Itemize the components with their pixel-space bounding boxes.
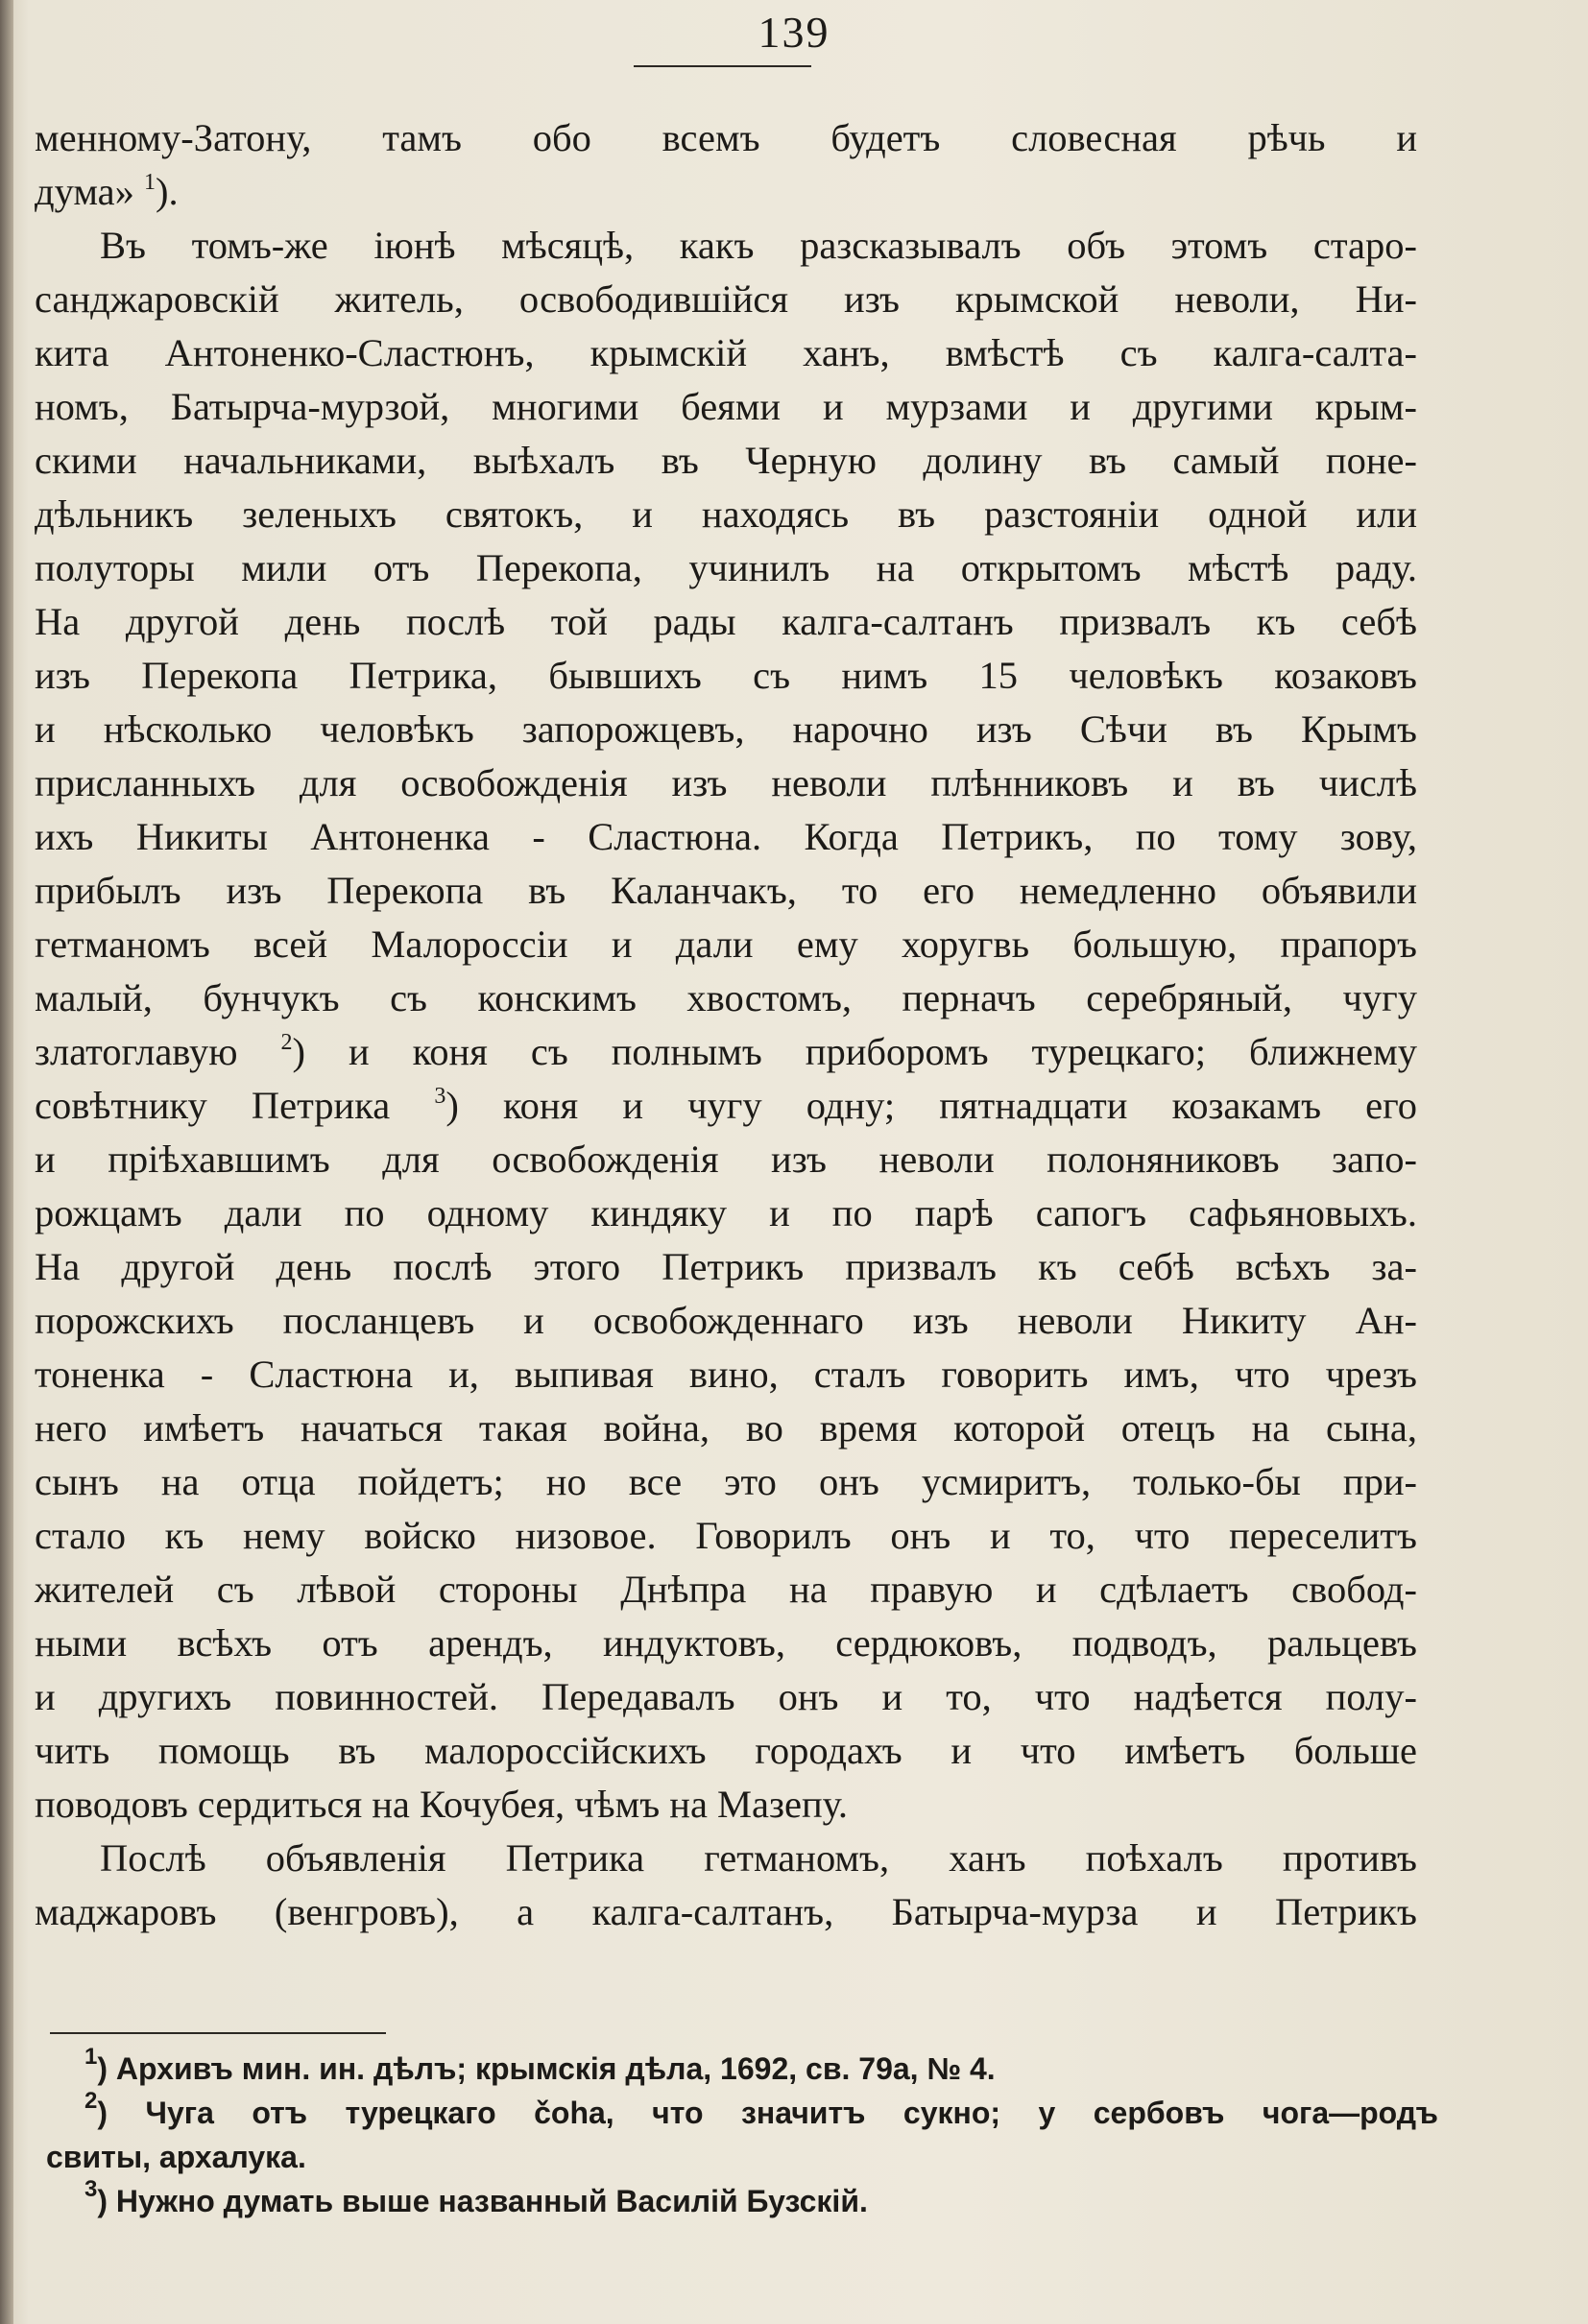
text-line [35, 1670, 1417, 1724]
text-line [35, 1025, 1417, 1079]
text-line-content: присланныхъ для освобожденія изъ неволи плѣнниковъ и въ числѣ [35, 761, 1417, 804]
text-line [35, 273, 1417, 326]
text-line-content: тоненка - Сластюна и, выпивая вино, сталъ говорить имъ, что чрезъ [35, 1353, 1417, 1396]
footnote-text: ) Архивъ мин. ин. дѣлъ; крымскія дѣла, 1692, св. 79а, № 4. [97, 2051, 996, 2086]
footnote-number: 3 [84, 2176, 98, 2202]
text-line [35, 1186, 1417, 1240]
text-line-continuation: ) и коня съ полнымъ приборомъ турецкаго; ближнему [292, 1030, 1417, 1073]
page-number: 139 [758, 8, 830, 57]
text-line [35, 111, 1417, 165]
text-line-content: и нѣсколько человѣкъ запорожцевъ, нарочно изъ Сѣчи въ Крымъ [35, 707, 1417, 751]
text-line [35, 1348, 1417, 1402]
text-line [35, 1885, 1417, 1939]
footnote-text: свиты, архалука. [46, 2140, 306, 2174]
text-line [35, 434, 1417, 488]
text-line-content: санджаровскій житель, освободившійся изъ крымской неволи, Ни- [35, 277, 1417, 321]
text-line [35, 1402, 1417, 1455]
text-line-content: рожцамъ дали по одному киндяку и по парѣ сапогъ сафьяновыхъ. [35, 1191, 1417, 1234]
text-line-content: дѣльникъ зеленыхъ святокъ, и находясь въ разстояніи одной или [35, 492, 1417, 536]
text-line-content: ными всѣхъ отъ арендъ, индуктовъ, сердюковъ, подводъ, ральцевъ [35, 1621, 1417, 1665]
text-line-content: ихъ Никиты Антоненка - Сластюна. Когда Петрикъ, по тому зову, [35, 815, 1417, 858]
text-line-content: кита Антоненко-Сластюнъ, крымскій ханъ, вмѣстѣ съ калга-салта- [35, 331, 1417, 374]
text-line [35, 1563, 1417, 1617]
text-line-content: На другой день послѣ этого Петрикъ призвалъ къ себѣ всѣхъ за- [35, 1245, 1417, 1288]
text-line-content: скими начальниками, выѣхалъ въ Черную долину въ самый поне- [35, 439, 1417, 482]
text-line [35, 595, 1417, 649]
body-text [35, 111, 1417, 1939]
text-line-content: поводовъ сердиться на Кочубея, чѣмъ на Мазепу. [35, 1783, 848, 1826]
text-line-content: полуторы мили отъ Перекопа, учинилъ на открытомъ мѣстѣ раду. [35, 546, 1417, 589]
text-line [35, 1455, 1417, 1509]
text-line-content: номъ, Батырча-мурзой, многими беями и мурзами и другими крым- [35, 385, 1417, 428]
text-line-content: златоглавую [35, 1030, 281, 1073]
text-line-content: дума» [35, 170, 145, 213]
text-line-content: менному-Затону, тамъ обо всемъ будетъ словесная рѣчь и [35, 116, 1417, 159]
text-line-content: маджаровъ (венгровъ), а калга-салтанъ, Батырча-мурза и Петрикъ [35, 1890, 1417, 1933]
page-binding-edge [0, 0, 13, 2324]
text-line [35, 219, 1417, 273]
text-line-continuation: ) коня и чугу одну; пятнадцати козакамъ его [445, 1084, 1417, 1127]
text-line-content: него имѣетъ начаться такая война, во время которой отецъ на сына, [35, 1406, 1417, 1450]
text-line-content: и пріѣхавшимъ для освобожденія изъ неволи полоняниковъ запо- [35, 1138, 1417, 1181]
footnote-marker: 2 [280, 1030, 293, 1055]
text-line [35, 810, 1417, 864]
text-line [35, 1079, 1417, 1133]
text-line-content: чить помощь въ малороссійскихъ городахъ и что имѣетъ больше [35, 1729, 1417, 1772]
text-line-content: На другой день послѣ той рады калга-салтанъ призвалъ къ себѣ [35, 600, 1417, 643]
footnote-marker: 1 [144, 170, 156, 195]
footnote-line [46, 2176, 1438, 2223]
footnote-line [46, 2044, 1438, 2091]
text-line [35, 1240, 1417, 1294]
footnotes [46, 2044, 1438, 2223]
footnote-separator [50, 2032, 386, 2034]
text-line [35, 1778, 1417, 1832]
text-line-continuation: ). [156, 170, 179, 213]
text-line [35, 864, 1417, 918]
text-line [35, 488, 1417, 541]
text-line [35, 165, 1417, 219]
text-line-content: Послѣ объявленія Петрика гетманомъ, ханъ поѣхалъ противъ [100, 1836, 1417, 1880]
text-line-content: и другихъ повинностей. Передавалъ онъ и то, что надѣется полу- [35, 1675, 1417, 1718]
footnote-marker: 3 [434, 1084, 446, 1109]
footnote-number: 1 [84, 2044, 98, 2070]
footnote-line [46, 2088, 1438, 2135]
footnote-line [46, 2135, 1438, 2179]
text-line-content: прибылъ изъ Перекопа въ Каланчакъ, то его немедленно объявили [35, 869, 1417, 912]
text-line-content: малый, бунчукъ съ конскимъ хвостомъ, перначъ серебряный, чугу [35, 976, 1417, 1019]
text-line-content: порожскихъ посланцевъ и освобожденнаго изъ неволи Никиту Ан- [35, 1299, 1417, 1342]
text-line [35, 1133, 1417, 1186]
text-line-content: совѣтнику Петрика [35, 1084, 435, 1127]
text-line [35, 971, 1417, 1025]
footnote-number: 2 [84, 2088, 98, 2114]
text-line-content: изъ Перекопа Петрика, бывшихъ съ нимъ 15 человѣкъ козаковъ [35, 654, 1417, 697]
text-line [35, 326, 1417, 380]
text-line [35, 1617, 1417, 1670]
page-number-rule [634, 65, 811, 67]
text-line [35, 1294, 1417, 1348]
text-line-content: гетманомъ всей Малороссіи и дали ему хоругвь большую, прапоръ [35, 922, 1417, 966]
text-line [35, 1832, 1417, 1885]
text-line [35, 1724, 1417, 1778]
text-line-content: жителей съ лѣвой стороны Днѣпра на правую и сдѣлаетъ свобод- [35, 1568, 1417, 1611]
text-line [35, 703, 1417, 756]
text-line-content: стало къ нему войско низовое. Говорилъ онъ и то, что переселитъ [35, 1514, 1417, 1557]
footnote-text: ) Чуга отъ турецкаго čoha, что значитъ сукно; у сербовъ чога—родъ [97, 2096, 1438, 2130]
text-line [35, 918, 1417, 971]
text-line [35, 756, 1417, 810]
text-line [35, 649, 1417, 703]
text-line [35, 541, 1417, 595]
text-line-content: Въ томъ-же іюнѣ мѣсяцѣ, какъ разсказывалъ объ этомъ старо- [100, 224, 1417, 267]
text-line-content: сынъ на отца пойдетъ; но все это онъ усмиритъ, только-бы при- [35, 1460, 1417, 1503]
text-line [35, 380, 1417, 434]
text-line [35, 1509, 1417, 1563]
footnote-text: ) Нужно думать выше названный Василій Бузскій. [97, 2184, 868, 2218]
